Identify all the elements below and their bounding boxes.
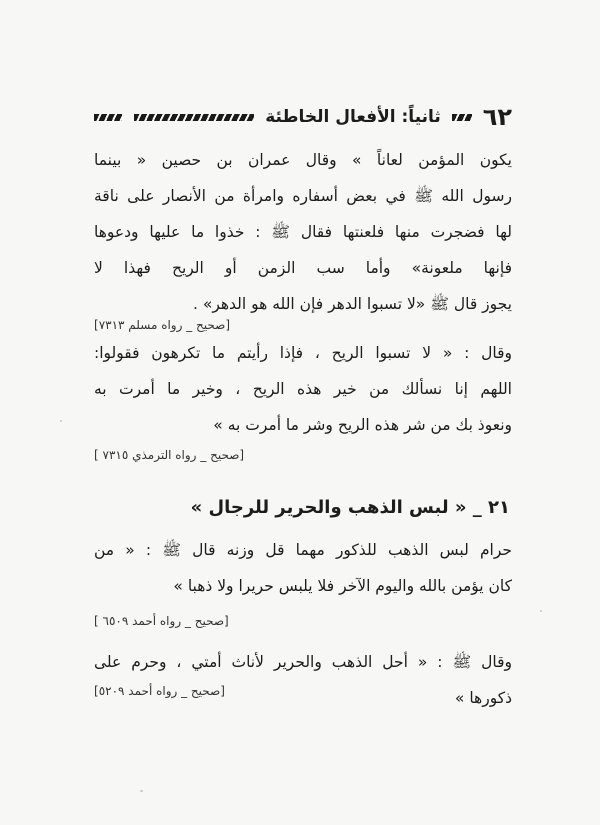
- text-line: فإنها ملعونة» وأما سب الزمن أو الريح فهذا لا: [94, 259, 512, 277]
- text-line: ونعوذ بك من شر هذه الريح وشر ما أمرت به »: [213, 416, 512, 434]
- text-line: كان يؤمن بالله واليوم الآخر فلا يلبس حريرا ولا ذهبا »: [173, 577, 512, 595]
- paragraph-2: [94, 335, 512, 443]
- text-line: ذكورها »: [454, 689, 512, 707]
- text-line: وقال ﷺ : « أحل الذهب والحرير لأناث أمتي ، وحرم على: [94, 653, 512, 671]
- header-rule: [134, 114, 254, 121]
- scan-speck: [140, 790, 143, 792]
- page-number: ٦٢: [482, 103, 512, 131]
- text-line: وقال : « لا تسبوا الريح ، فإذا رأيتم ما تكرهون فقولوا:: [94, 344, 512, 362]
- paragraph-3: [94, 532, 512, 604]
- header-rule: [452, 114, 472, 121]
- source-citation: [صحيح _ رواه أحمد ٦٥٠٩ ]: [94, 614, 229, 628]
- text-line: يجوز قال ﷺ «لا تسبوا الدهر فإن الله هو الدهر» .: [192, 295, 512, 313]
- source-citation: [صحيح _ رواه مسلم ٧٣١٣]: [94, 318, 231, 332]
- source-citation: [صحيح _ رواه الترمذي ٧٣١٥ ]: [94, 448, 245, 462]
- text-line: حرام لبس الذهب للذكور مهما قل وزنه قال ﷺ : « من: [94, 541, 512, 559]
- paragraph-1: [94, 142, 512, 322]
- text-line: لها فضجرت منها فلعنتها فقال ﷺ : خذوا ما عليها ودعوها: [94, 223, 512, 241]
- paragraph-4: [94, 644, 512, 716]
- text-line: يكون المؤمن لعاناً » وقال عمران بن حصين « بينما: [94, 151, 512, 169]
- header-title: ثانياً: الأفعال الخاطئة: [265, 107, 441, 127]
- scan-speck: [540, 610, 542, 612]
- section-heading: ٢١ _ « لبس الذهب والحرير للرجال »: [190, 497, 510, 518]
- scan-speck: [60, 420, 62, 422]
- text-line: اللهم إنا نسألك من خير هذه الريح ، وخير ما أمرت به: [94, 380, 512, 398]
- source-citation: [صحيح _ رواه أحمد ٥٢٠٩]: [94, 684, 225, 698]
- text-line: رسول الله ﷺ في بعض أسفاره وامرأة من الأنصار على ناقة: [94, 187, 512, 205]
- header-rule: [94, 114, 122, 121]
- running-header: [94, 100, 512, 134]
